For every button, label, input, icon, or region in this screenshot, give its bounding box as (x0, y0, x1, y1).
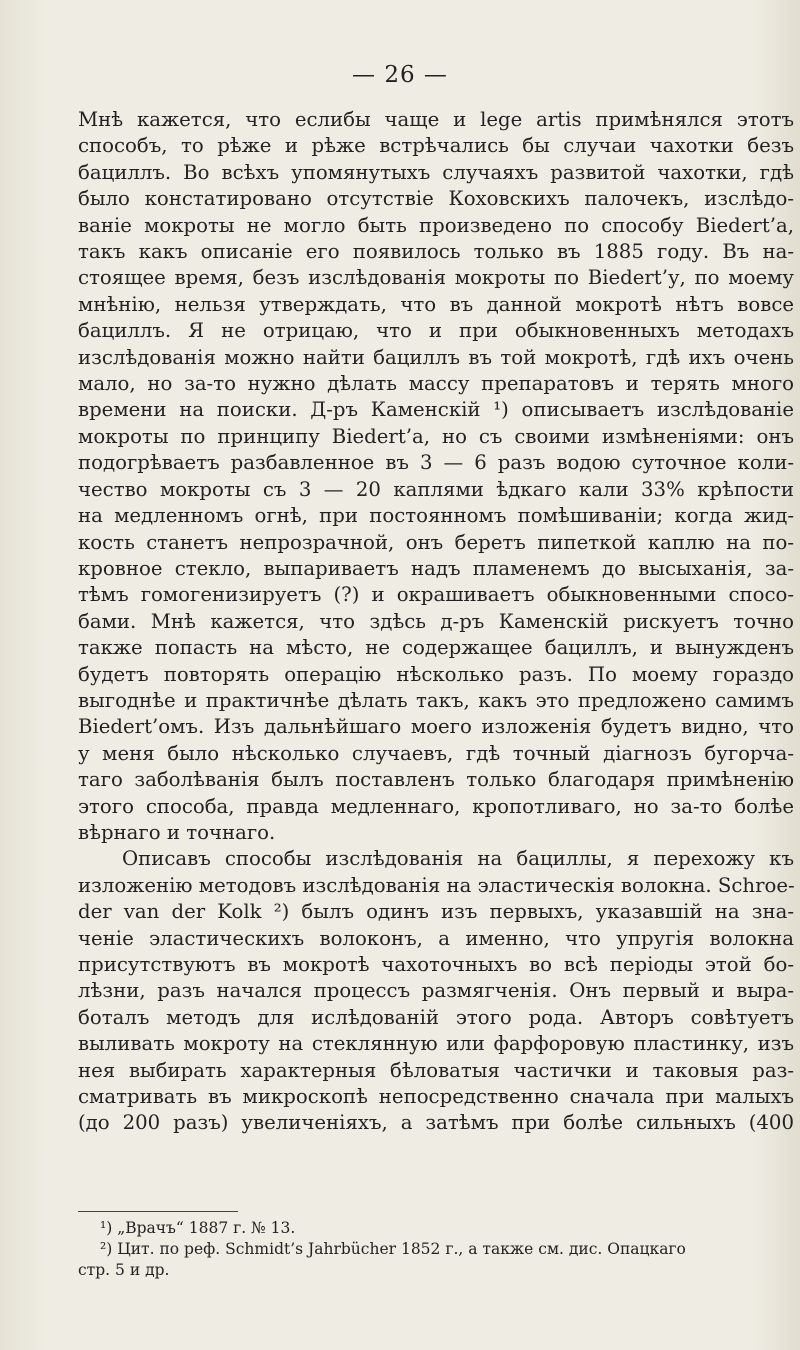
text-line: Biedert’омъ. Изъ дальнѣйшаго моего изложенія будетъ видно, что (78, 715, 794, 739)
footnote-divider (78, 1211, 238, 1212)
text-line: стоящее время, безъ изслѣдованія мокроты по Biedert’у, по моему (78, 266, 794, 290)
text-line: выливать мокроту на стеклянную или фарфоровую пластинку, изъ (78, 1032, 794, 1056)
text-line: изложенію методовъ изслѣдованія на эластическія волокна. Schroe- (78, 873, 795, 897)
text-line: нея выбирать характерныя бѣловатыя частички и таковыя раз- (78, 1058, 794, 1082)
text-line: изслѣдованія можно найти бациллъ въ той мокротѣ, гдѣ ихъ очень (78, 345, 794, 369)
text-line: также попасть на мѣсто, не содержащее бациллъ, и вынужденъ (78, 636, 794, 660)
text-line: мнѣнію, нельзя утверждать, что въ данной мокротѣ нѣтъ вовсе (78, 292, 794, 316)
footnote: ²) Цит. по реф. Schmidt’s Jahrbücher 1852 г., а также см. дис. Опацкаго (100, 1240, 686, 1258)
text-line: боталъ методъ для ислѣдованій этого рода. Авторъ совѣтуетъ (78, 1005, 794, 1029)
text-line: присутствуютъ въ мокротѣ чахоточныхъ во всѣ періоды этой бо- (78, 953, 794, 976)
text-line: у меня было нѣсколько случаевъ, гдѣ точный діагнозъ бугорча- (78, 741, 794, 765)
page-number: — 26 — (352, 62, 448, 88)
text-line: способъ, то рѣже и рѣже встрѣчались бы случаи чахотки безъ (78, 134, 794, 158)
text-line: кровное стекло, выпариваетъ надъ пламенемъ до высыханія, за- (78, 556, 794, 580)
text-line: сматривать въ микроскопѣ непосредственно сначала при малыхъ (78, 1085, 794, 1109)
paragraph (78, 846, 794, 1136)
text-line: бациллъ. Я не отрицаю, что и при обыкновенныхъ методахъ (78, 319, 794, 343)
text-line: Описавъ способы изслѣдованія на бациллы, я перехожу къ (122, 847, 794, 871)
text-line: выгоднѣе и практичнѣе дѣлать такъ, какъ это предложено самимъ (78, 688, 794, 712)
text-line: мало, но за-то нужно дѣлать массу препаратовъ и терять много (78, 372, 794, 396)
text-line: будетъ повторять операцію нѣсколько разъ. По моему гораздо (78, 662, 794, 686)
footnote-continuation: стр. 5 и др. (78, 1261, 170, 1279)
text-line: тѣмъ гомогенизируетъ (?) и окрашиваетъ обыкновенными спосо- (78, 583, 794, 607)
text-line: чество мокроты съ 3 — 20 каплями ѣдкаго кали 33% крѣпости (78, 477, 794, 501)
text-line: бациллъ. Во всѣхъ упомянутыхъ случаяхъ развитой чахотки, гдѣ (78, 160, 794, 184)
footnote: ¹) „Врачъ“ 1887 г. № 13. (100, 1219, 296, 1237)
text-line: ваніе мокроты не могло быть произведено по способу Biedert’а, (78, 213, 794, 237)
text-line: бами. Мнѣ кажется, что здѣсь д-ръ Каменскій рискуетъ точно (78, 609, 794, 633)
text-line: ченіе эластическихъ волоконъ, а именно, что упругія волокна (78, 926, 794, 950)
text-line: этого способа, правда медленнаго, кропотливаго, но за-то болѣе (78, 794, 794, 818)
text-line: было констатировано отсутствіе Коховскихъ палочекъ, изслѣдо- (78, 187, 794, 211)
text-line: на медленномъ огнѣ, при постоянномъ помѣшиваніи; когда жид- (78, 504, 794, 528)
text-line: мокроты по принципу Biedert’а, но съ своими измѣненіями: онъ (78, 424, 794, 448)
text-line: лѣзни, разъ начался процессъ размягченія. Онъ первый и выра- (78, 979, 794, 1003)
text-line: подогрѣваетъ разбавленное въ 3 — 6 разъ водою суточное коли- (78, 451, 794, 475)
text-line: таго заболѣванія былъ поставленъ только благодаря примѣненію (78, 768, 794, 792)
text-line: Мнѣ кажется, что еслибы чаще и lege artis примѣнялся этотъ (78, 108, 794, 131)
text-line: времени на поиски. Д-ръ Каменскій ¹) описываетъ изслѣдованіе (78, 398, 794, 422)
text-line: вѣрнаго и точнаго. (78, 820, 276, 844)
text-line: der van der Kolk ²) былъ одинъ изъ первыхъ, указавшій на зна- (78, 900, 794, 924)
text-line: кость станетъ непрозрачной, онъ беретъ пипеткой каплю на по- (78, 530, 794, 554)
text-line: (до 200 разъ) увеличеніяхъ, а затѣмъ при болѣе сильныхъ (400 (78, 1111, 794, 1135)
text-line: такъ какъ описаніе его появилось только въ 1885 году. Въ на- (78, 240, 794, 264)
paragraph (78, 107, 794, 846)
body-text (78, 107, 794, 1137)
footnotes (78, 1218, 794, 1281)
